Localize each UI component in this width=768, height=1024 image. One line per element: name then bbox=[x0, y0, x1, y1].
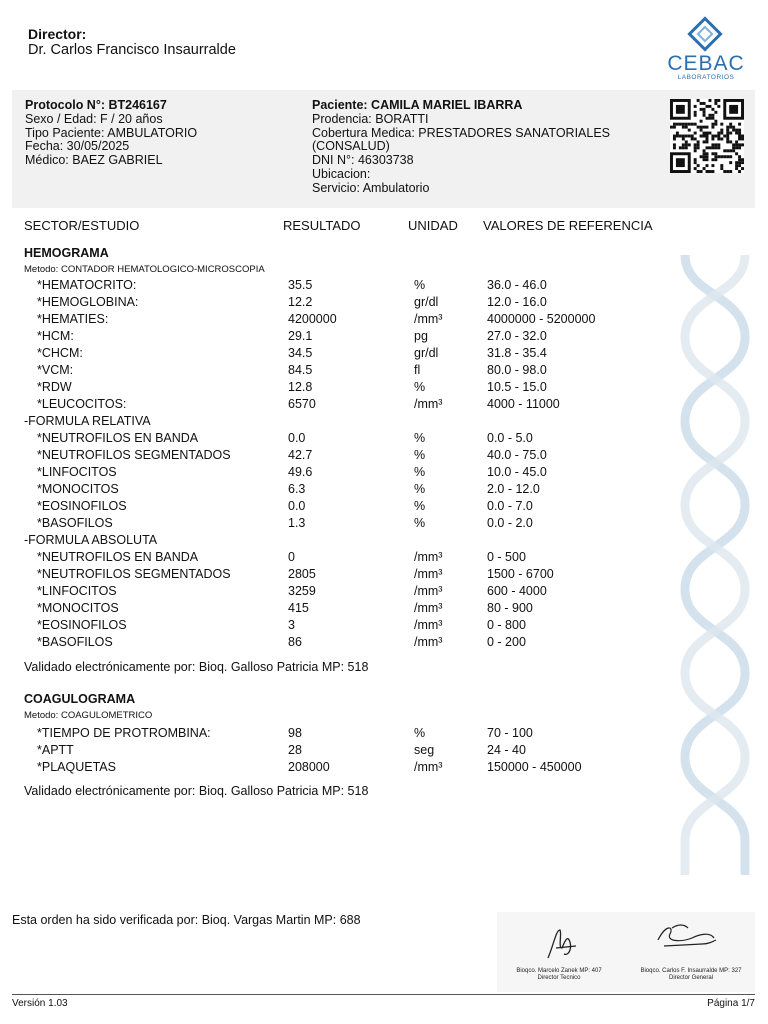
test-reference: 4000 - 11000 bbox=[487, 397, 560, 411]
test-name: *LINFOCITOS bbox=[37, 465, 117, 479]
test-reference: 36.0 - 46.0 bbox=[487, 278, 547, 292]
coverage: Cobertura Medica: PRESTADORES SANATORIALES bbox=[312, 125, 611, 140]
table-row bbox=[0, 533, 680, 550]
test-name: *HEMATIES: bbox=[37, 312, 109, 326]
signature-caption-1 bbox=[499, 968, 619, 982]
table-row bbox=[0, 499, 680, 516]
table-row bbox=[0, 726, 680, 743]
dna-helix-watermark-icon bbox=[665, 255, 765, 875]
test-result: 208000 bbox=[288, 760, 330, 774]
sex-age: Sexo / Edad: F / 20 años bbox=[25, 111, 163, 126]
validated-hemograma: Validado electrónicamente por: Bioq. Galloso Patricia MP: 518 bbox=[24, 660, 369, 674]
date: Fecha: 30/05/2025 bbox=[25, 139, 130, 154]
method-coagulograma: Metodo: COAGULOMETRICO bbox=[24, 710, 153, 721]
test-name: *LINFOCITOS bbox=[37, 584, 117, 598]
test-reference: 2.0 - 12.0 bbox=[487, 482, 540, 496]
test-result: 35.5 bbox=[288, 278, 313, 292]
table-row bbox=[0, 743, 680, 760]
patient-type: Tipo Paciente: AMBULATORIO bbox=[25, 125, 198, 140]
location: Ubicacion: bbox=[312, 166, 371, 181]
origin: Prodencia: BORATTI bbox=[312, 111, 429, 126]
table-row bbox=[0, 363, 680, 380]
method-hemograma: Metodo: CONTADOR HEMATOLOGICO-MICROSCOPIA bbox=[24, 264, 265, 275]
coverage-cont: (CONSALUD) bbox=[312, 139, 390, 154]
test-reference: 1500 - 6700 bbox=[487, 567, 554, 581]
test-result: 84.5 bbox=[288, 363, 313, 377]
test-name: *MONOCITOS bbox=[37, 601, 119, 615]
test-unit: % bbox=[414, 431, 426, 445]
test-reference: 0.0 - 7.0 bbox=[487, 499, 533, 513]
test-unit: /mm³ bbox=[414, 584, 443, 598]
signature-caption-2 bbox=[627, 968, 755, 982]
test-name: *HEMOGLOBINA: bbox=[37, 295, 139, 309]
test-reference: 40.0 - 75.0 bbox=[487, 448, 547, 462]
test-reference: 4000000 - 5200000 bbox=[487, 312, 596, 326]
table-row bbox=[0, 397, 680, 414]
table-row bbox=[0, 346, 680, 363]
test-name: -FORMULA ABSOLUTA bbox=[24, 533, 158, 547]
column-header-sector: SECTOR/ESTUDIO bbox=[24, 218, 140, 233]
protocol-info bbox=[25, 99, 197, 168]
table-row bbox=[0, 567, 680, 584]
signature-zanek-icon bbox=[542, 924, 582, 964]
test-name: *BASOFILOS bbox=[37, 635, 113, 649]
table-row bbox=[0, 295, 680, 312]
test-result: 98 bbox=[288, 726, 302, 740]
test-result: 42.7 bbox=[288, 448, 313, 462]
logo-subtext: LABORATORIOS bbox=[677, 74, 735, 81]
test-unit: gr/dl bbox=[414, 295, 439, 309]
footer-divider bbox=[12, 994, 755, 995]
test-result: 415 bbox=[288, 601, 309, 615]
test-unit: % bbox=[414, 278, 426, 292]
signature-area bbox=[497, 912, 755, 992]
test-name: *EOSINOFILOS bbox=[37, 499, 127, 513]
service: Servicio: Ambulatorio bbox=[312, 180, 430, 195]
table-row bbox=[0, 516, 680, 533]
test-unit: fl bbox=[414, 363, 421, 377]
table-row bbox=[0, 760, 680, 777]
sig1-name: Bioqco. Marcelo Zanek MP: 407 bbox=[516, 968, 602, 974]
test-result: 34.5 bbox=[288, 346, 313, 360]
patient-name: Paciente: CAMILA MARIEL IBARRA bbox=[312, 98, 523, 112]
test-name: *VCM: bbox=[37, 363, 74, 377]
signature-insaurralde-icon bbox=[652, 920, 720, 956]
test-name: *TIEMPO DE PROTROMBINA: bbox=[37, 726, 211, 740]
table-row bbox=[0, 482, 680, 499]
test-reference: 12.0 - 16.0 bbox=[487, 295, 547, 309]
test-name: *HEMATOCRITO: bbox=[37, 278, 137, 292]
test-name: *NEUTROFILOS EN BANDA bbox=[37, 431, 199, 445]
test-unit: /mm³ bbox=[414, 550, 443, 564]
table-row bbox=[0, 329, 680, 346]
test-unit: /mm³ bbox=[414, 397, 443, 411]
test-result: 2805 bbox=[288, 567, 316, 581]
director-label: Director: bbox=[28, 26, 87, 42]
column-header-reference: VALORES DE REFERENCIA bbox=[483, 218, 653, 233]
test-result: 4200000 bbox=[288, 312, 337, 326]
protocol-number: Protocolo N°: BT246167 bbox=[25, 98, 167, 112]
sig2-role: Director General bbox=[668, 975, 713, 981]
table-row bbox=[0, 618, 680, 635]
sig2-name: Bioqco. Carlos F. Insaurralde MP: 327 bbox=[640, 968, 742, 974]
test-name: *APTT bbox=[37, 743, 74, 757]
validated-coagulograma: Validado electrónicamente por: Bioq. Galloso Patricia MP: 518 bbox=[24, 784, 369, 798]
test-reference: 0.0 - 5.0 bbox=[487, 431, 533, 445]
test-name: *RDW bbox=[37, 380, 72, 394]
table-row bbox=[0, 380, 680, 397]
test-result: 12.2 bbox=[288, 295, 313, 309]
director-name: Dr. Carlos Francisco Insaurralde bbox=[28, 42, 236, 58]
table-row bbox=[0, 278, 680, 295]
test-unit: % bbox=[414, 380, 426, 394]
test-result: 0.0 bbox=[288, 431, 306, 445]
test-reference: 10.5 - 15.0 bbox=[487, 380, 547, 394]
test-reference: 70 - 100 bbox=[487, 726, 533, 740]
verified-by: Esta orden ha sido verificada por: Bioq. Vargas Martin MP: 688 bbox=[12, 913, 361, 927]
test-unit: % bbox=[414, 499, 426, 513]
test-unit: /mm³ bbox=[414, 760, 443, 774]
qr-code-icon bbox=[670, 99, 744, 173]
test-name: *BASOFILOS bbox=[37, 516, 113, 530]
version: Versión 1.03 bbox=[12, 998, 68, 1009]
test-unit: % bbox=[414, 465, 426, 479]
test-result: 1.3 bbox=[288, 516, 306, 530]
test-reference: 0 - 500 bbox=[487, 550, 526, 564]
table-row bbox=[0, 584, 680, 601]
test-name: *MONOCITOS bbox=[37, 482, 119, 496]
table-row bbox=[0, 601, 680, 618]
table-row bbox=[0, 465, 680, 482]
table-row bbox=[0, 414, 680, 431]
patient-info-box bbox=[12, 90, 755, 208]
section-title-hemograma: HEMOGRAMA bbox=[24, 246, 109, 260]
test-result: 3259 bbox=[288, 584, 316, 598]
test-reference: 0.0 - 2.0 bbox=[487, 516, 533, 530]
test-reference: 80 - 900 bbox=[487, 601, 533, 615]
column-header-unit: UNIDAD bbox=[408, 218, 458, 233]
test-result: 12.8 bbox=[288, 380, 313, 394]
test-result: 49.6 bbox=[288, 465, 313, 479]
test-unit: /mm³ bbox=[414, 618, 443, 632]
test-reference: 150000 - 450000 bbox=[487, 760, 582, 774]
table-row bbox=[0, 635, 680, 652]
test-reference: 31.8 - 35.4 bbox=[487, 346, 547, 360]
dni: DNI N°: 46303738 bbox=[312, 153, 414, 168]
table-row bbox=[0, 431, 680, 448]
table-row bbox=[0, 550, 680, 567]
sig1-role: Director Tecnico bbox=[537, 975, 581, 981]
test-reference: 27.0 - 32.0 bbox=[487, 329, 547, 343]
patient-details bbox=[312, 99, 610, 196]
test-unit: gr/dl bbox=[414, 346, 439, 360]
test-reference: 80.0 - 98.0 bbox=[487, 363, 547, 377]
test-unit: % bbox=[414, 448, 426, 462]
test-reference: 600 - 4000 bbox=[487, 584, 547, 598]
test-result: 0.0 bbox=[288, 499, 306, 513]
test-unit: % bbox=[414, 726, 426, 740]
page-number: Página 1/7 bbox=[707, 998, 755, 1009]
test-result: 86 bbox=[288, 635, 302, 649]
test-result: 28 bbox=[288, 743, 302, 757]
test-name: *PLAQUETAS bbox=[37, 760, 116, 774]
table-row bbox=[0, 312, 680, 329]
test-result: 6570 bbox=[288, 397, 316, 411]
test-unit: /mm³ bbox=[414, 601, 443, 615]
doctor: Médico: BAEZ GABRIEL bbox=[25, 153, 163, 168]
test-unit: /mm³ bbox=[414, 312, 443, 326]
section-title-coagulograma: COAGULOGRAMA bbox=[24, 692, 136, 706]
test-name: *NEUTROFILOS SEGMENTADOS bbox=[37, 567, 231, 581]
test-name: *EOSINOFILOS bbox=[37, 618, 127, 632]
test-unit: % bbox=[414, 516, 426, 530]
test-unit: /mm³ bbox=[414, 635, 443, 649]
test-result: 29.1 bbox=[288, 329, 313, 343]
test-name: -FORMULA RELATIVA bbox=[24, 414, 151, 428]
test-unit: seg bbox=[414, 743, 435, 757]
test-unit: pg bbox=[414, 329, 428, 343]
test-reference: 0 - 800 bbox=[487, 618, 526, 632]
test-result: 3 bbox=[288, 618, 295, 632]
test-name: *NEUTROFILOS SEGMENTADOS bbox=[37, 448, 231, 462]
test-reference: 0 - 200 bbox=[487, 635, 526, 649]
test-result: 6.3 bbox=[288, 482, 306, 496]
test-result: 0 bbox=[288, 550, 295, 564]
test-reference: 10.0 - 45.0 bbox=[487, 465, 547, 479]
test-name: *NEUTROFILOS EN BANDA bbox=[37, 550, 199, 564]
logo-text: CEBAC bbox=[667, 52, 745, 75]
test-name: *LEUCOCITOS: bbox=[37, 397, 127, 411]
test-unit: % bbox=[414, 482, 426, 496]
table-row bbox=[0, 448, 680, 465]
test-name: *CHCM: bbox=[37, 346, 83, 360]
column-header-result: RESULTADO bbox=[283, 218, 361, 233]
test-reference: 24 - 40 bbox=[487, 743, 526, 757]
test-unit: /mm³ bbox=[414, 567, 443, 581]
test-name: *HCM: bbox=[37, 329, 74, 343]
